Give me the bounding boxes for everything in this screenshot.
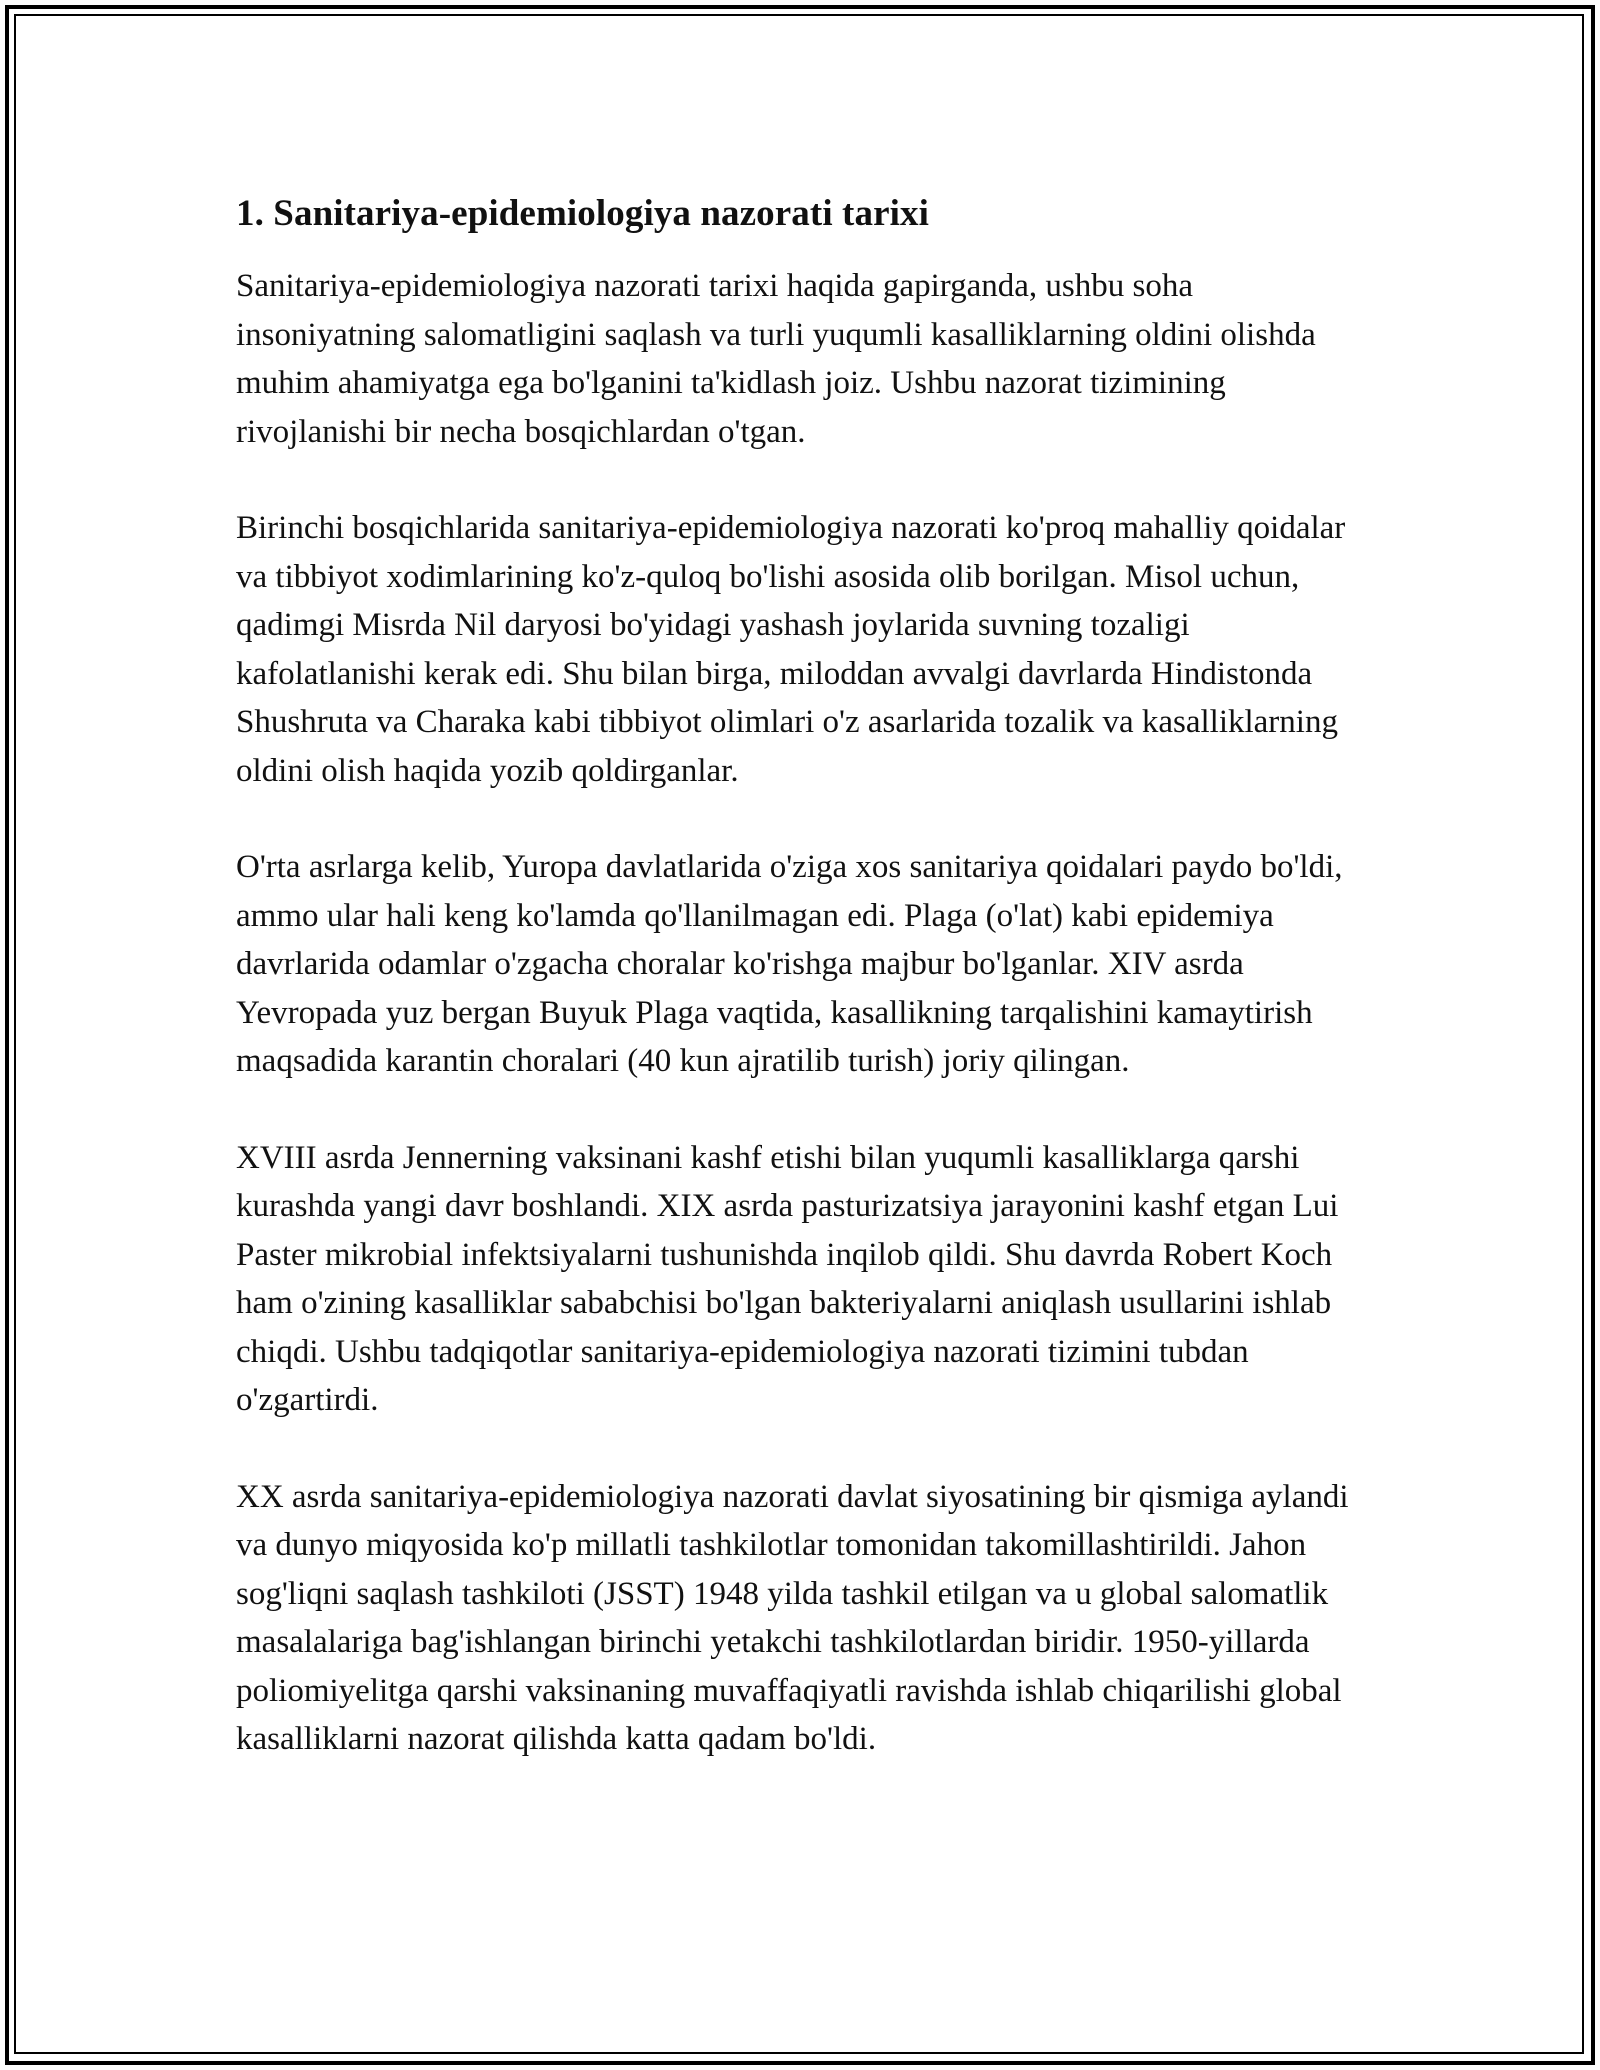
- section-title: 1. Sanitariya-epidemiologiya nazorati tarixi: [236, 193, 929, 234]
- paragraph-4: XVIII asrda Jennerning vaksinani kashf etishi bilan yuqumli kasalliklarga qarshi kurashda yangi davr boshlandi. XIX asrda pasturizatsiya jarayonini kashf etgan Lui Paster mikrobial infektsiyalarni tushunishda inqilob qildi. Shu davrda Robert Koch ham o'zining kasalliklar sababchisi bo'lgan bakteriyalarni aniqlash usullarini ishlab chiqdi. Ushbu tadqiqotlar sanitariya-epidemiologiya nazorati tizimini tubdan o'zgartirdi.: [236, 1139, 1339, 1418]
- document-body: [236, 188, 1366, 1764]
- paragraph-5: XX asrda sanitariya-epidemiologiya nazorati davlat siyosatining bir qismiga aylandi va dunyo miqyosida ko'p millatli tashkilotlar tomonidan takomillashtirildi. Jahon sog'liqni saqlash tashkiloti (JSST) 1948 yilda tashkil etilgan va u global salomatlik masalalariga bag'ishlangan birinchi yetakchi tashkilotlardan biridir. 1950-yillarda poliomiyelitga qarshi vaksinaning muvaffaqiyatli ravishda ishlab chiqarilishi global kasalliklarni nazorat qilishda katta qadam bo'ldi.: [236, 1478, 1349, 1757]
- paragraph-2: Birinchi bosqichlarida sanitariya-epidemiologiya nazorati ko'proq mahalliy qoidalar va tibbiyot xodimlarining ko'z-quloq bo'lishi asosida olib borilgan. Misol uchun, qadimgi Misrda Nil daryosi bo'yidagi yashash joylarida suvning tozaligi kafolatlanishi kerak edi. Shu bilan birga, miloddan avvalgi davrlarda Hindistonda Shushruta va Charaka kabi tibbiyot olimlari o'z asarlarida tozalik va kasalliklarning oldini olish haqida yozib qoldirganlar.: [236, 510, 1346, 789]
- paragraph-1: Sanitariya-epidemiologiya nazorati tarixi haqida gapirganda, ushbu soha insoniyatning salomatligini saqlash va turli yuqumli kasalliklarning oldini olishda muhim ahamiyatga ega bo'lganini ta'kidlash joiz. Ushbu nazorat tizimining rivojlanishi bir necha bosqichlardan o'tgan.: [236, 268, 1316, 450]
- paragraph-3: O'rta asrlarga kelib, Yuropa davlatlarida o'ziga xos sanitariya qoidalari paydo bo'ldi, ammo ular hali keng ko'lamda qo'llanilmagan edi. Plaga (o'lat) kabi epidemiya davrlarida odamlar o'zgacha choralar ko'rishga majbur bo'lganlar. XIV asrda Yevropada yuz bergan Buyuk Plaga vaqtida, kasallikning tarqalishini kamaytirish maqsadida karantin choralari (40 kun ajratilib turish) joriy qilingan.: [236, 849, 1343, 1079]
